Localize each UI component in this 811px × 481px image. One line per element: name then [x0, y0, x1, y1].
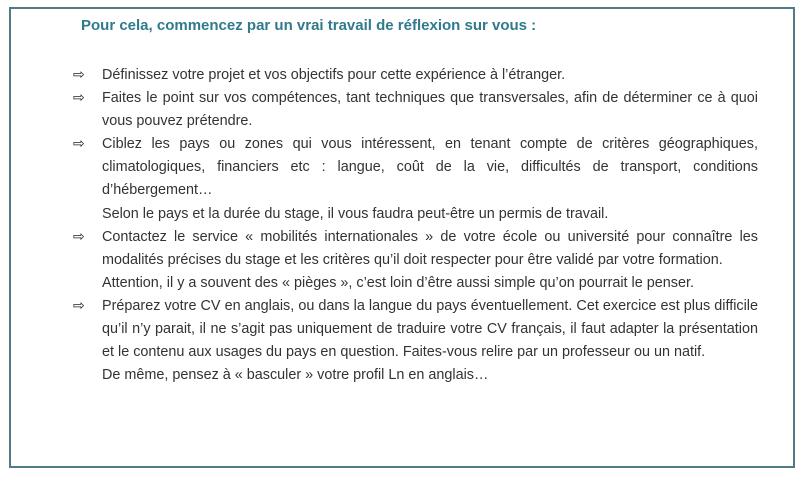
list-item-text: Préparez votre CV en anglais, ou dans la langue du pays éventuellement. Cet exercice est plus difficile qu’il n’y parait, il ne s’agit pas uniquement de traduire votre CV français, il faut adapter la présentation et le contenu aux usages du pays en question. Faites-vous relire par un professeur ou un natif. — [102, 297, 758, 361]
advice-list — [73, 64, 758, 387]
list-item-note: De même, pensez à « basculer » votre profil Ln en anglais… — [102, 367, 489, 384]
list-item — [73, 133, 758, 225]
outlined-right-arrow-icon: ⇨ — [73, 67, 85, 83]
list-item-text: Contactez le service « mobilités internationales » de votre école ou université pour connaître les modalités précises du stage et les critères qu’il doit respecter pour être validé par votre formation. — [102, 228, 758, 268]
list-item — [73, 87, 758, 133]
section-heading: Pour cela, commencez par un vrai travail de réflexion sur vous : — [81, 17, 537, 34]
list-item-note: Attention, il y a souvent des « pièges », c’est loin d’être aussi simple qu’on pourrait le penser. — [102, 274, 694, 291]
outlined-right-arrow-icon: ⇨ — [73, 136, 85, 153]
outlined-right-arrow-icon: ⇨ — [73, 297, 85, 314]
outlined-right-arrow-icon: ⇨ — [73, 90, 85, 107]
list-item — [73, 226, 758, 295]
list-item-text: Faites le point sur vos compétences, tant techniques que transversales, afin de déterminer ce à quoi vous pouvez prétendre. — [102, 90, 758, 130]
list-item — [73, 64, 758, 87]
outlined-right-arrow-icon: ⇨ — [73, 228, 85, 245]
list-item — [73, 295, 758, 387]
list-item-text: Ciblez les pays ou zones qui vous intéressent, en tenant compte de critères géographiques, climatologiques, financiers etc : langue, coût de la vie, difficultés de transport, conditions d’hébergement… — [102, 136, 758, 199]
list-item-text: Définissez votre projet et vos objectifs pour cette expérience à l’étranger. — [102, 67, 566, 83]
list-item-note: Selon le pays et la durée du stage, il vous faudra peut-être un permis de travail. — [102, 205, 609, 222]
